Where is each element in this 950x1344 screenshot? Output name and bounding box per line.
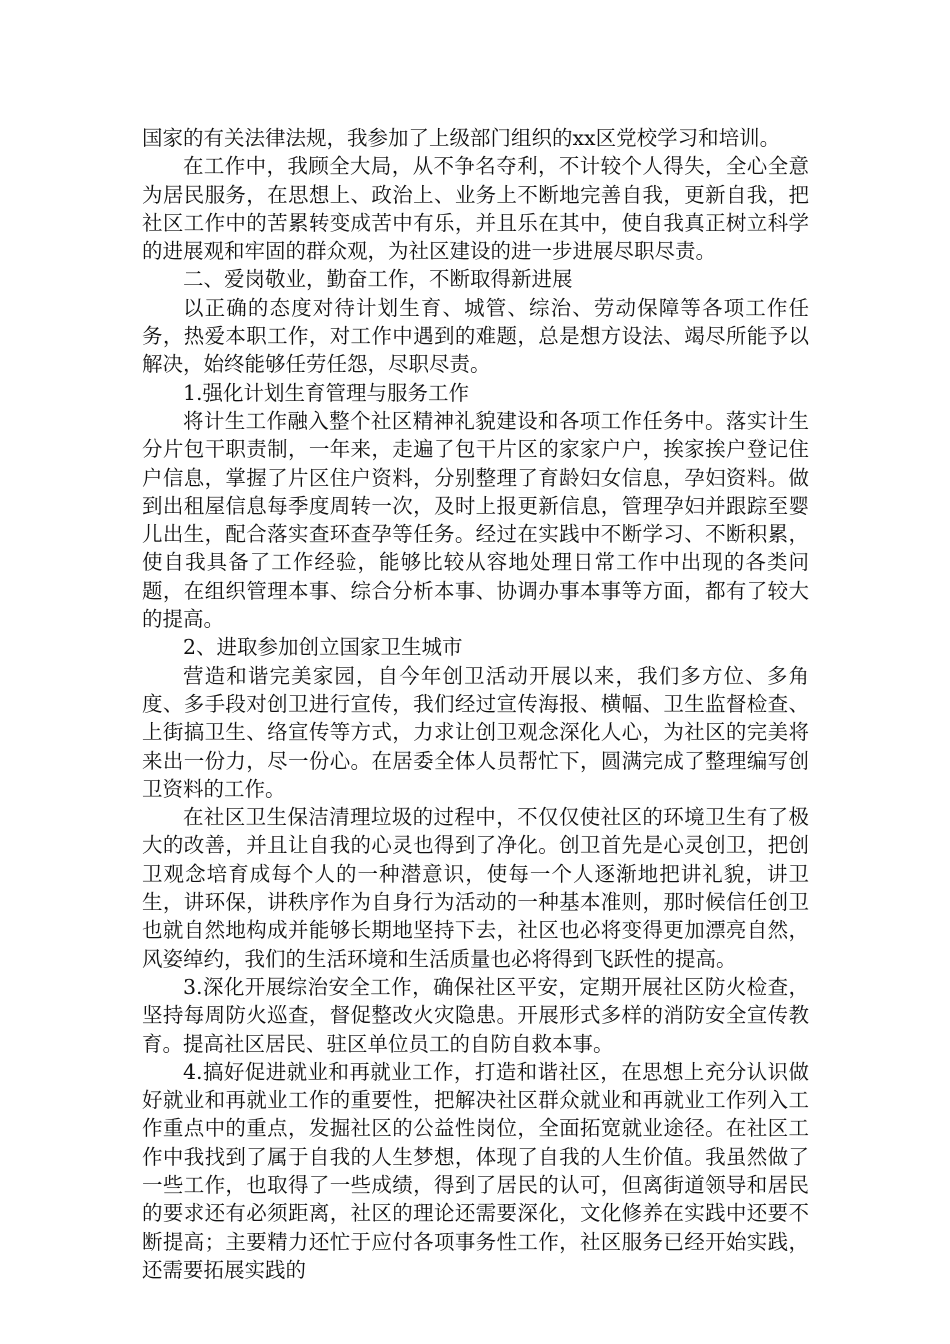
paragraph-work-attitude: 在工作中，我顾全大局，从不争名夺利，不计较个人得失，全心全意为居民服务，在思想上、政治上、业务上不断地完善自我，更新自我，把社区工作中的苦累转变成苦中有乐，并且乐在其中，使自我真正树立科学的进展观和牢固的群众观，为社区建设的进一步进展尽职尽责。 [142,154,809,264]
paragraph-family-planning: 将计生工作融入整个社区精神礼貌建设和各项工作任务中。落实计生分片包干职责制，一年来，走遍了包干片区的家家户户，挨家挨户登记住户信息，掌握了片区住户资料，分别整理了育龄妇女信息，孕妇资料。做到出租屋信息每季度周转一次，及时上报更新信息，管理孕妇并跟踪至婴儿出生，配合落实查环查孕等任务。经过在实践中不断学习、不断积累，使自我具备了工作经验，能够比较从容地处理日常工作中出现的各类问题，在组织管理本事、综合分析本事、协调办事本事等方面，都有了较大的提高。 [142,408,809,632]
paragraph-continued: 国家的有关法律法规，我参加了上级部门组织的xx区党校学习和培训。 [142,126,781,150]
paragraph-sanitation-reflection: 在社区卫生保洁清理垃圾的过程中，不仅仅使社区的环境卫生有了极大的改善，并且让自我的心灵也得到了净化。创卫首先是心灵创卫，把创卫观念培育成每个人的一种潜意识，使每一个人逐渐地把讲礼貌，讲卫生，讲环保，讲秩序作为自身行为活动的一种基本准则，那时候信任创卫也就自然地构成并能够长期地坚持下去，社区也必将变得更加漂亮自然，风姿绰约，我们的生活环境和生活质量也必将得到飞跃性的提高。 [142,805,809,971]
paragraph-sanitation-campaign: 营造和谐完美家园，自今年创卫活动开展以来，我们多方位、多角度、多手段对创卫进行宣传，我们经过宣传海报、横幅、卫生监督检查、上街搞卫生、络宣传等方式，力求让创卫观念深化人心，为社区的完美将来出一份力，尽一份心。在居委全体人员帮忙下，圆满完成了整理编写创卫资料的工作。 [142,663,809,801]
paragraph-employment-work: 4.搞好促进就业和再就业工作，打造和谐社区，在思想上充分认识做好就业和再就业工作的重要性，把解决社区群众就业和再就业工作列入工作重点中的重点，发掘社区的公益性岗位，全面拓宽就业途径。在社区工作中我找到了属于自我的人生梦想，体现了自我的人生价值。我虽然做了一些工作，也取得了一些成绩，得到了居民的认可，但离街道领导和居民的要求还有必须距离，社区的理论还需要深化，文化修养在实践中还要不断提高；主要精力还忙于应付各项事务性工作，社区服务已经开始实践，还需要拓展实践的 [142,1059,809,1282]
section-heading-dedication: 二、爱岗敬业，勤奋工作，不断取得新进展 [183,267,573,292]
document-body [142,124,809,1284]
subheading-family-planning: 1.强化计划生育管理与服务工作 [183,380,470,405]
subheading-sanitation-city: 2、进取参加创立国家卫生城市 [183,635,463,660]
paragraph-safety-work: 3.深化开展综治安全工作，确保社区平安，定期开展社区防火检查，坚持每周防火巡查，督促整改火灾隐患。开展形式多样的消防安全宣传教育。提高社区居民、驻区单位员工的自防自救本事。 [142,974,809,1056]
paragraph-work-tasks: 以正确的态度对待计划生育、城管、综治、劳动保障等各项工作任务，热爱本职工作，对工作中遇到的难题，总是想方设法、竭尽所能予以解决，始终能够任劳任怨，尽职尽责。 [142,295,809,377]
